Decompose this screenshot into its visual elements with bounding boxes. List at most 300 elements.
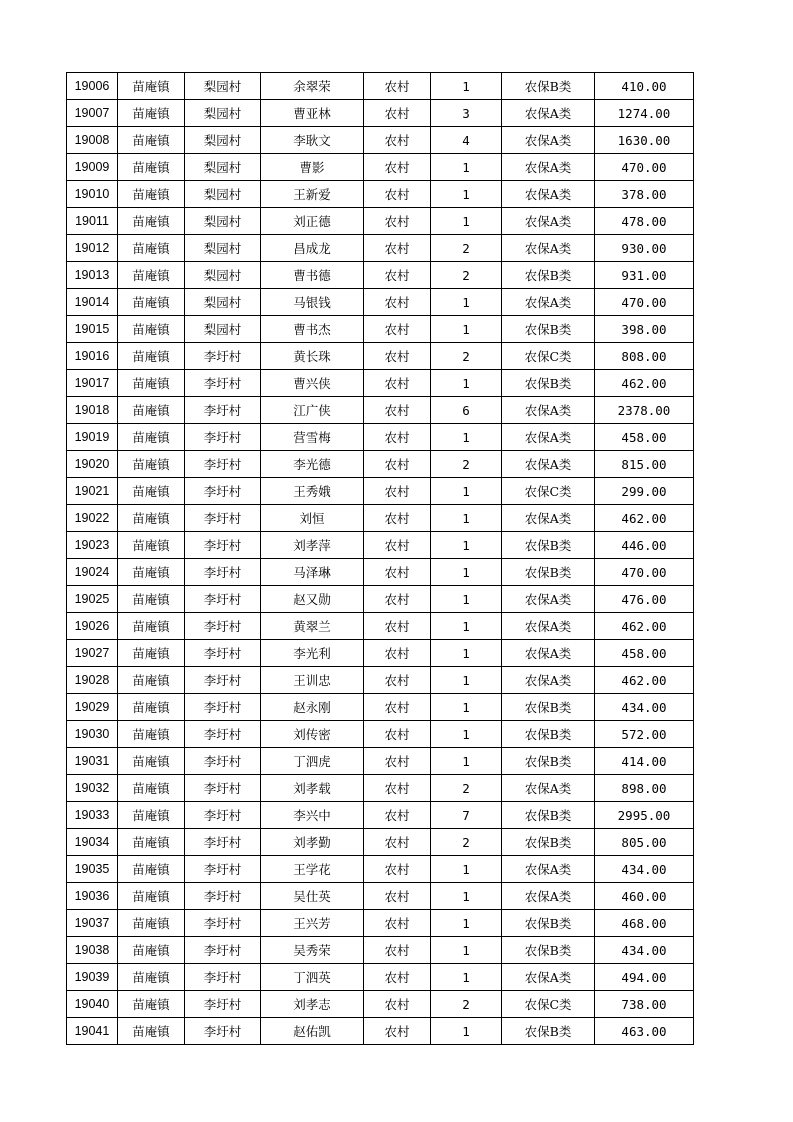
amount-cell: 434.00 xyxy=(595,937,694,964)
table-row xyxy=(67,694,694,721)
amount-cell: 458.00 xyxy=(595,424,694,451)
category-cell: 农保A类 xyxy=(502,289,595,316)
town-cell: 苗庵镇 xyxy=(118,775,185,802)
record-id-cell: 19020 xyxy=(67,451,118,478)
town-cell: 苗庵镇 xyxy=(118,424,185,451)
name-cell: 赵佑凯 xyxy=(261,1018,364,1045)
table-row xyxy=(67,505,694,532)
village-cell: 梨园村 xyxy=(185,262,261,289)
category-cell: 农保A类 xyxy=(502,100,595,127)
area-type-cell: 农村 xyxy=(364,1018,431,1045)
village-cell: 李圩村 xyxy=(185,910,261,937)
table-row xyxy=(67,127,694,154)
category-cell: 农保B类 xyxy=(502,316,595,343)
area-type-cell: 农村 xyxy=(364,991,431,1018)
record-id-cell: 19016 xyxy=(67,343,118,370)
village-cell: 梨园村 xyxy=(185,154,261,181)
area-type-cell: 农村 xyxy=(364,667,431,694)
town-cell: 苗庵镇 xyxy=(118,316,185,343)
household-count-cell: 1 xyxy=(431,478,502,505)
table-row xyxy=(67,451,694,478)
town-cell: 苗庵镇 xyxy=(118,289,185,316)
town-cell: 苗庵镇 xyxy=(118,748,185,775)
amount-cell: 434.00 xyxy=(595,856,694,883)
name-cell: 王兴芳 xyxy=(261,910,364,937)
town-cell: 苗庵镇 xyxy=(118,100,185,127)
name-cell: 王学花 xyxy=(261,856,364,883)
table-row xyxy=(67,910,694,937)
table-row xyxy=(67,154,694,181)
name-cell: 李光德 xyxy=(261,451,364,478)
table-row xyxy=(67,343,694,370)
amount-cell: 460.00 xyxy=(595,883,694,910)
name-cell: 丁泗英 xyxy=(261,964,364,991)
household-count-cell: 1 xyxy=(431,1018,502,1045)
village-cell: 李圩村 xyxy=(185,505,261,532)
town-cell: 苗庵镇 xyxy=(118,856,185,883)
area-type-cell: 农村 xyxy=(364,73,431,100)
area-type-cell: 农村 xyxy=(364,721,431,748)
record-id-cell: 19010 xyxy=(67,181,118,208)
village-cell: 李圩村 xyxy=(185,856,261,883)
record-id-cell: 19018 xyxy=(67,397,118,424)
amount-cell: 378.00 xyxy=(595,181,694,208)
town-cell: 苗庵镇 xyxy=(118,640,185,667)
town-cell: 苗庵镇 xyxy=(118,613,185,640)
record-id-cell: 19024 xyxy=(67,559,118,586)
table-row xyxy=(67,181,694,208)
area-type-cell: 农村 xyxy=(364,208,431,235)
category-cell: 农保B类 xyxy=(502,802,595,829)
table-row xyxy=(67,667,694,694)
record-id-cell: 19021 xyxy=(67,478,118,505)
town-cell: 苗庵镇 xyxy=(118,262,185,289)
name-cell: 李光利 xyxy=(261,640,364,667)
household-count-cell: 4 xyxy=(431,127,502,154)
village-cell: 李圩村 xyxy=(185,370,261,397)
category-cell: 农保B类 xyxy=(502,721,595,748)
town-cell: 苗庵镇 xyxy=(118,532,185,559)
town-cell: 苗庵镇 xyxy=(118,370,185,397)
village-cell: 李圩村 xyxy=(185,748,261,775)
household-count-cell: 1 xyxy=(431,937,502,964)
name-cell: 丁泗虎 xyxy=(261,748,364,775)
record-id-cell: 19006 xyxy=(67,73,118,100)
table-row xyxy=(67,235,694,262)
village-cell: 李圩村 xyxy=(185,721,261,748)
table-row xyxy=(67,883,694,910)
table-row xyxy=(67,640,694,667)
category-cell: 农保B类 xyxy=(502,370,595,397)
area-type-cell: 农村 xyxy=(364,262,431,289)
town-cell: 苗庵镇 xyxy=(118,829,185,856)
record-id-cell: 19007 xyxy=(67,100,118,127)
village-cell: 李圩村 xyxy=(185,451,261,478)
town-cell: 苗庵镇 xyxy=(118,208,185,235)
area-type-cell: 农村 xyxy=(364,559,431,586)
category-cell: 农保A类 xyxy=(502,397,595,424)
name-cell: 马银钱 xyxy=(261,289,364,316)
household-count-cell: 2 xyxy=(431,343,502,370)
area-type-cell: 农村 xyxy=(364,478,431,505)
household-count-cell: 1 xyxy=(431,316,502,343)
area-type-cell: 农村 xyxy=(364,802,431,829)
category-cell: 农保A类 xyxy=(502,181,595,208)
name-cell: 曹兴侠 xyxy=(261,370,364,397)
amount-cell: 470.00 xyxy=(595,154,694,181)
area-type-cell: 农村 xyxy=(364,856,431,883)
roster-body xyxy=(67,73,694,1045)
household-count-cell: 1 xyxy=(431,613,502,640)
village-cell: 梨园村 xyxy=(185,127,261,154)
household-count-cell: 1 xyxy=(431,289,502,316)
amount-cell: 458.00 xyxy=(595,640,694,667)
amount-cell: 398.00 xyxy=(595,316,694,343)
area-type-cell: 农村 xyxy=(364,181,431,208)
amount-cell: 805.00 xyxy=(595,829,694,856)
category-cell: 农保A类 xyxy=(502,451,595,478)
household-count-cell: 7 xyxy=(431,802,502,829)
town-cell: 苗庵镇 xyxy=(118,235,185,262)
name-cell: 刘传密 xyxy=(261,721,364,748)
town-cell: 苗庵镇 xyxy=(118,505,185,532)
category-cell: 农保C类 xyxy=(502,991,595,1018)
name-cell: 曹亚林 xyxy=(261,100,364,127)
table-row xyxy=(67,802,694,829)
village-cell: 李圩村 xyxy=(185,694,261,721)
record-id-cell: 19011 xyxy=(67,208,118,235)
area-type-cell: 农村 xyxy=(364,613,431,640)
amount-cell: 446.00 xyxy=(595,532,694,559)
area-type-cell: 农村 xyxy=(364,937,431,964)
town-cell: 苗庵镇 xyxy=(118,73,185,100)
amount-cell: 299.00 xyxy=(595,478,694,505)
amount-cell: 808.00 xyxy=(595,343,694,370)
name-cell: 刘正德 xyxy=(261,208,364,235)
household-count-cell: 1 xyxy=(431,883,502,910)
area-type-cell: 农村 xyxy=(364,235,431,262)
household-count-cell: 1 xyxy=(431,505,502,532)
name-cell: 刘孝勤 xyxy=(261,829,364,856)
category-cell: 农保A类 xyxy=(502,856,595,883)
area-type-cell: 农村 xyxy=(364,532,431,559)
name-cell: 李耿文 xyxy=(261,127,364,154)
area-type-cell: 农村 xyxy=(364,100,431,127)
record-id-cell: 19034 xyxy=(67,829,118,856)
category-cell: 农保B类 xyxy=(502,532,595,559)
area-type-cell: 农村 xyxy=(364,127,431,154)
name-cell: 王新爱 xyxy=(261,181,364,208)
household-count-cell: 1 xyxy=(431,154,502,181)
record-id-cell: 19009 xyxy=(67,154,118,181)
area-type-cell: 农村 xyxy=(364,289,431,316)
record-id-cell: 19030 xyxy=(67,721,118,748)
name-cell: 王秀娥 xyxy=(261,478,364,505)
town-cell: 苗庵镇 xyxy=(118,937,185,964)
category-cell: 农保B类 xyxy=(502,937,595,964)
household-count-cell: 1 xyxy=(431,910,502,937)
record-id-cell: 19039 xyxy=(67,964,118,991)
name-cell: 刘恒 xyxy=(261,505,364,532)
household-count-cell: 1 xyxy=(431,748,502,775)
town-cell: 苗庵镇 xyxy=(118,964,185,991)
table-row xyxy=(67,748,694,775)
name-cell: 吴仕英 xyxy=(261,883,364,910)
village-cell: 李圩村 xyxy=(185,667,261,694)
category-cell: 农保B类 xyxy=(502,73,595,100)
record-id-cell: 19032 xyxy=(67,775,118,802)
record-id-cell: 19040 xyxy=(67,991,118,1018)
town-cell: 苗庵镇 xyxy=(118,451,185,478)
record-id-cell: 19019 xyxy=(67,424,118,451)
area-type-cell: 农村 xyxy=(364,343,431,370)
record-id-cell: 19041 xyxy=(67,1018,118,1045)
amount-cell: 476.00 xyxy=(595,586,694,613)
household-count-cell: 6 xyxy=(431,397,502,424)
town-cell: 苗庵镇 xyxy=(118,478,185,505)
area-type-cell: 农村 xyxy=(364,775,431,802)
name-cell: 吴秀荣 xyxy=(261,937,364,964)
table-row xyxy=(67,424,694,451)
village-cell: 李圩村 xyxy=(185,478,261,505)
table-row xyxy=(67,478,694,505)
household-count-cell: 2 xyxy=(431,451,502,478)
amount-cell: 572.00 xyxy=(595,721,694,748)
table-row xyxy=(67,559,694,586)
village-cell: 梨园村 xyxy=(185,235,261,262)
category-cell: 农保A类 xyxy=(502,154,595,181)
town-cell: 苗庵镇 xyxy=(118,154,185,181)
table-row xyxy=(67,73,694,100)
village-cell: 李圩村 xyxy=(185,343,261,370)
village-cell: 梨园村 xyxy=(185,208,261,235)
household-count-cell: 1 xyxy=(431,694,502,721)
area-type-cell: 农村 xyxy=(364,397,431,424)
category-cell: 农保A类 xyxy=(502,424,595,451)
record-id-cell: 19025 xyxy=(67,586,118,613)
amount-cell: 2995.00 xyxy=(595,802,694,829)
record-id-cell: 19026 xyxy=(67,613,118,640)
village-cell: 梨园村 xyxy=(185,316,261,343)
category-cell: 农保A类 xyxy=(502,235,595,262)
record-id-cell: 19022 xyxy=(67,505,118,532)
town-cell: 苗庵镇 xyxy=(118,721,185,748)
record-id-cell: 19037 xyxy=(67,910,118,937)
town-cell: 苗庵镇 xyxy=(118,343,185,370)
amount-cell: 478.00 xyxy=(595,208,694,235)
category-cell: 农保A类 xyxy=(502,127,595,154)
household-count-cell: 2 xyxy=(431,829,502,856)
amount-cell: 462.00 xyxy=(595,667,694,694)
village-cell: 李圩村 xyxy=(185,559,261,586)
record-id-cell: 19036 xyxy=(67,883,118,910)
name-cell: 曹影 xyxy=(261,154,364,181)
table-row xyxy=(67,208,694,235)
name-cell: 营雪梅 xyxy=(261,424,364,451)
name-cell: 余翠荣 xyxy=(261,73,364,100)
amount-cell: 462.00 xyxy=(595,505,694,532)
amount-cell: 931.00 xyxy=(595,262,694,289)
name-cell: 马泽琳 xyxy=(261,559,364,586)
amount-cell: 434.00 xyxy=(595,694,694,721)
category-cell: 农保A类 xyxy=(502,640,595,667)
area-type-cell: 农村 xyxy=(364,586,431,613)
village-cell: 李圩村 xyxy=(185,991,261,1018)
village-cell: 李圩村 xyxy=(185,883,261,910)
name-cell: 黄长珠 xyxy=(261,343,364,370)
area-type-cell: 农村 xyxy=(364,316,431,343)
town-cell: 苗庵镇 xyxy=(118,1018,185,1045)
category-cell: 农保A类 xyxy=(502,667,595,694)
table-row xyxy=(67,100,694,127)
village-cell: 李圩村 xyxy=(185,397,261,424)
amount-cell: 930.00 xyxy=(595,235,694,262)
record-id-cell: 19012 xyxy=(67,235,118,262)
area-type-cell: 农村 xyxy=(364,748,431,775)
category-cell: 农保B类 xyxy=(502,1018,595,1045)
category-cell: 农保B类 xyxy=(502,262,595,289)
household-count-cell: 1 xyxy=(431,181,502,208)
village-cell: 李圩村 xyxy=(185,829,261,856)
record-id-cell: 19031 xyxy=(67,748,118,775)
name-cell: 李兴中 xyxy=(261,802,364,829)
village-cell: 李圩村 xyxy=(185,532,261,559)
table-row xyxy=(67,775,694,802)
table-row xyxy=(67,964,694,991)
town-cell: 苗庵镇 xyxy=(118,910,185,937)
table-row xyxy=(67,316,694,343)
record-id-cell: 19017 xyxy=(67,370,118,397)
town-cell: 苗庵镇 xyxy=(118,694,185,721)
record-id-cell: 19028 xyxy=(67,667,118,694)
category-cell: 农保B类 xyxy=(502,910,595,937)
category-cell: 农保A类 xyxy=(502,964,595,991)
name-cell: 刘孝萍 xyxy=(261,532,364,559)
village-cell: 李圩村 xyxy=(185,964,261,991)
name-cell: 王训忠 xyxy=(261,667,364,694)
table-row xyxy=(67,991,694,1018)
name-cell: 曹书德 xyxy=(261,262,364,289)
village-cell: 梨园村 xyxy=(185,100,261,127)
amount-cell: 1630.00 xyxy=(595,127,694,154)
amount-cell: 462.00 xyxy=(595,613,694,640)
subsidy-roster-table xyxy=(66,72,694,1045)
table-row xyxy=(67,532,694,559)
village-cell: 李圩村 xyxy=(185,1018,261,1045)
record-id-cell: 19023 xyxy=(67,532,118,559)
category-cell: 农保A类 xyxy=(502,505,595,532)
table-row xyxy=(67,370,694,397)
name-cell: 赵又勋 xyxy=(261,586,364,613)
table-row xyxy=(67,289,694,316)
record-id-cell: 19029 xyxy=(67,694,118,721)
table-row xyxy=(67,937,694,964)
category-cell: 农保A类 xyxy=(502,208,595,235)
category-cell: 农保A类 xyxy=(502,586,595,613)
household-count-cell: 1 xyxy=(431,721,502,748)
household-count-cell: 1 xyxy=(431,640,502,667)
household-count-cell: 2 xyxy=(431,262,502,289)
amount-cell: 1274.00 xyxy=(595,100,694,127)
area-type-cell: 农村 xyxy=(364,451,431,478)
amount-cell: 898.00 xyxy=(595,775,694,802)
record-id-cell: 19035 xyxy=(67,856,118,883)
town-cell: 苗庵镇 xyxy=(118,883,185,910)
town-cell: 苗庵镇 xyxy=(118,181,185,208)
category-cell: 农保B类 xyxy=(502,694,595,721)
area-type-cell: 农村 xyxy=(364,829,431,856)
amount-cell: 470.00 xyxy=(595,559,694,586)
amount-cell: 462.00 xyxy=(595,370,694,397)
category-cell: 农保B类 xyxy=(502,748,595,775)
village-cell: 李圩村 xyxy=(185,802,261,829)
category-cell: 农保C类 xyxy=(502,343,595,370)
category-cell: 农保A类 xyxy=(502,883,595,910)
name-cell: 刘孝载 xyxy=(261,775,364,802)
table-row xyxy=(67,397,694,424)
amount-cell: 2378.00 xyxy=(595,397,694,424)
area-type-cell: 农村 xyxy=(364,694,431,721)
name-cell: 刘孝志 xyxy=(261,991,364,1018)
record-id-cell: 19038 xyxy=(67,937,118,964)
record-id-cell: 19008 xyxy=(67,127,118,154)
table-row xyxy=(67,262,694,289)
amount-cell: 410.00 xyxy=(595,73,694,100)
village-cell: 李圩村 xyxy=(185,640,261,667)
household-count-cell: 3 xyxy=(431,100,502,127)
household-count-cell: 1 xyxy=(431,208,502,235)
area-type-cell: 农村 xyxy=(364,154,431,181)
name-cell: 黄翠兰 xyxy=(261,613,364,640)
category-cell: 农保B类 xyxy=(502,829,595,856)
village-cell: 李圩村 xyxy=(185,613,261,640)
household-count-cell: 1 xyxy=(431,532,502,559)
name-cell: 昌成龙 xyxy=(261,235,364,262)
town-cell: 苗庵镇 xyxy=(118,127,185,154)
town-cell: 苗庵镇 xyxy=(118,586,185,613)
household-count-cell: 1 xyxy=(431,424,502,451)
record-id-cell: 19027 xyxy=(67,640,118,667)
area-type-cell: 农村 xyxy=(364,505,431,532)
area-type-cell: 农村 xyxy=(364,640,431,667)
category-cell: 农保B类 xyxy=(502,559,595,586)
category-cell: 农保A类 xyxy=(502,613,595,640)
record-id-cell: 19015 xyxy=(67,316,118,343)
amount-cell: 470.00 xyxy=(595,289,694,316)
household-count-cell: 1 xyxy=(431,73,502,100)
household-count-cell: 1 xyxy=(431,370,502,397)
household-count-cell: 2 xyxy=(431,991,502,1018)
name-cell: 赵永刚 xyxy=(261,694,364,721)
town-cell: 苗庵镇 xyxy=(118,802,185,829)
amount-cell: 815.00 xyxy=(595,451,694,478)
village-cell: 李圩村 xyxy=(185,424,261,451)
village-cell: 李圩村 xyxy=(185,775,261,802)
village-cell: 梨园村 xyxy=(185,181,261,208)
table-row xyxy=(67,613,694,640)
household-count-cell: 1 xyxy=(431,964,502,991)
table-row xyxy=(67,856,694,883)
household-count-cell: 1 xyxy=(431,559,502,586)
village-cell: 李圩村 xyxy=(185,586,261,613)
amount-cell: 494.00 xyxy=(595,964,694,991)
household-count-cell: 1 xyxy=(431,856,502,883)
record-id-cell: 19014 xyxy=(67,289,118,316)
area-type-cell: 农村 xyxy=(364,424,431,451)
table-row xyxy=(67,721,694,748)
household-count-cell: 2 xyxy=(431,775,502,802)
amount-cell: 414.00 xyxy=(595,748,694,775)
